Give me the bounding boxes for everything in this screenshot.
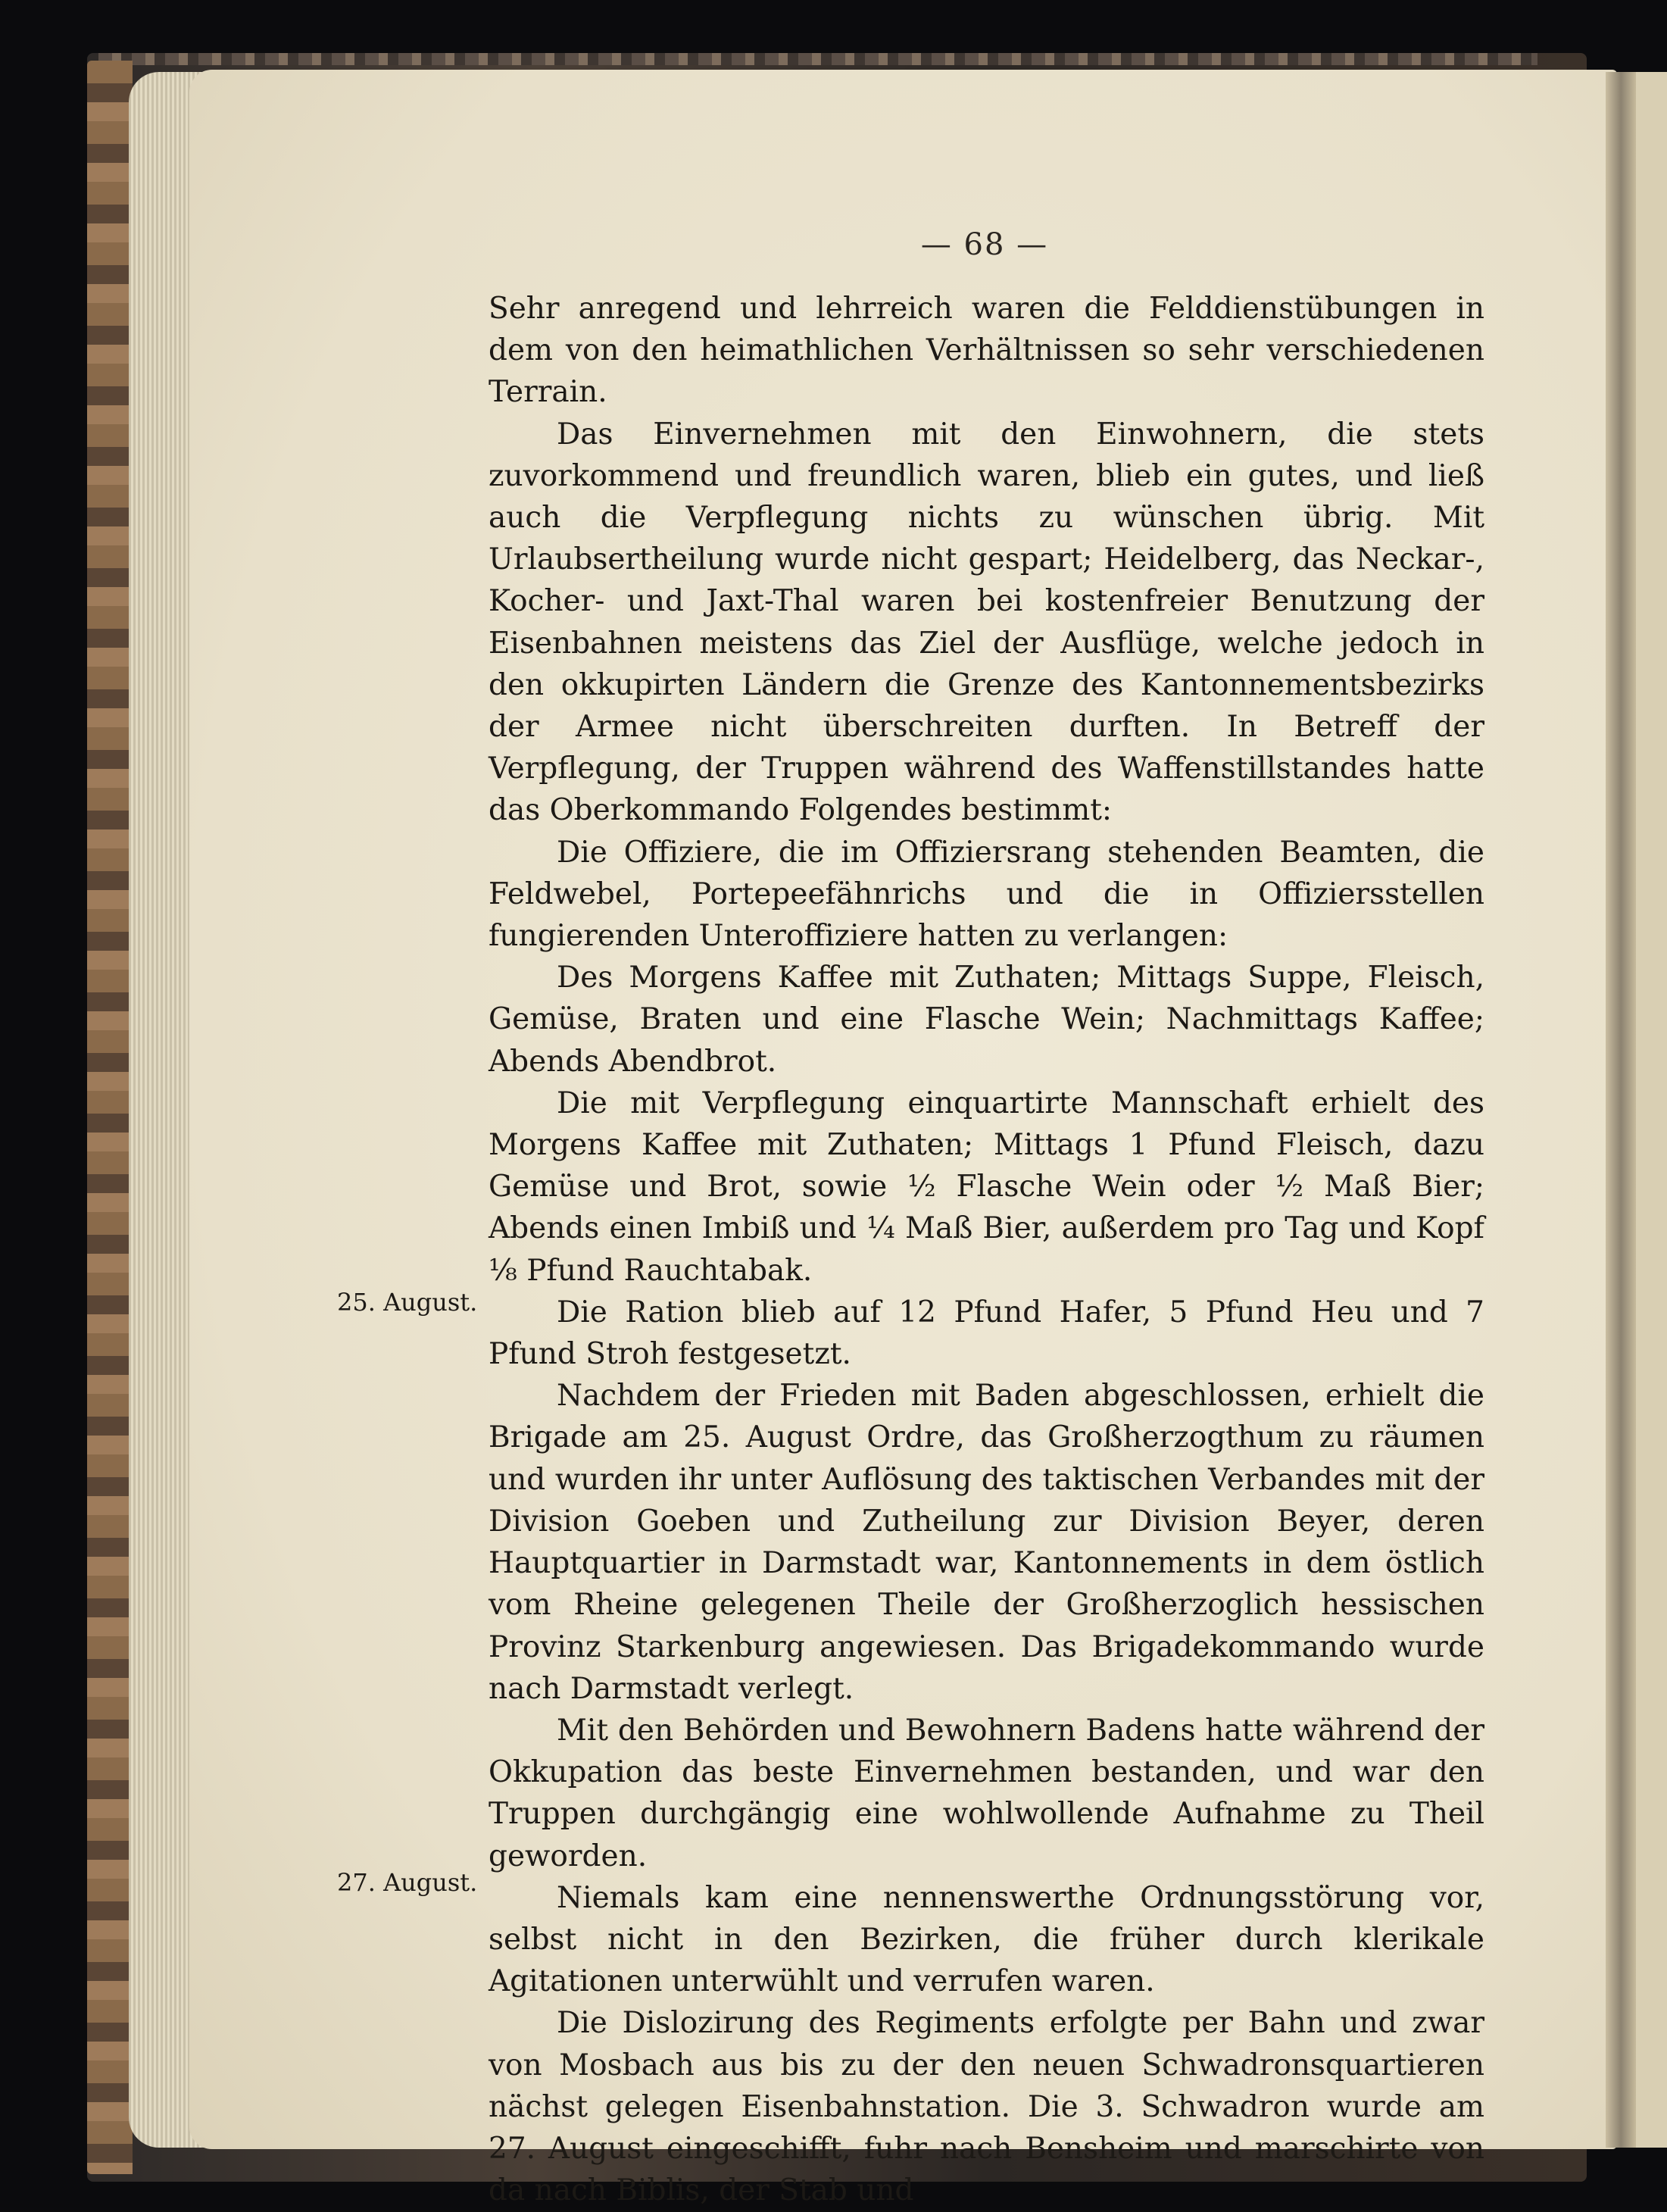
page-number: — 68 —	[920, 227, 1049, 262]
margin-note-date: 25. August.	[337, 1288, 478, 1317]
paragraph: Das Einvernehmen mit den Einwohnern, die stets zuvorkommend und freundlich waren, blieb ein gutes, und ließ auch die Verpflegung nichts zu wünschen übrig. Mit Urlaubsertheilung wurde nicht gespart; Heidelberg, das Neckar-, Kocher- und Jaxt-Thal waren bei kostenfreier Benutzung der Eisenbahnen meistens das Ziel der Ausflüge, welche jedoch in den okkupirten Ländern die Grenze des Kantonnementsbezirks der Armee nicht überschreiten durften. In Betreff der Verpflegung, der Truppen während des Waffenstillstandes hatte das Oberkommando Folgendes bestimmt:	[489, 417, 1484, 828]
paragraph: Die Offiziere, die im Offiziersrang stehenden Beamten, die Feldwebel, Portepeefähnrichs und die in Offiziersstellen fungierenden Unteroffiziere hatten zu verlangen:	[489, 835, 1484, 954]
paragraph: Die Ration blieb auf 12 Pfund Hafer, 5 Pfund Heu und 7 Pfund Stroh festgesetzt.	[489, 1295, 1484, 1372]
paragraph: Nachdem der Frieden mit Baden abgeschlossen, erhielt die Brigade am 25. August Ordre, das Großherzogthum zu räumen und wurden ihr unter Auflösung des taktischen Verbandes mit der Division Goeben und Zutheilung zur Division Beyer, deren Hauptquartier in Darmstadt war, Kantonnements in dem östlich vom Rheine gelegenen Theile der Großherzoglich hessischen Provinz Starkenburg angewiesen. Das Brigadekommando wurde nach Darmstadt verlegt.	[489, 1379, 1484, 1706]
cover-spine	[87, 61, 133, 2174]
margin-note-date: 27. August.	[337, 1868, 478, 1897]
paragraph: Die mit Verpflegung einquartirte Mannschaft erhielt des Morgens Kaffee mit Zuthaten; Mittags 1 Pfund Fleisch, dazu Gemüse und Brot, sowie ½ Flasche Wein oder ½ Maß Bier; Abends einen Imbiß und ¼ Maß Bier, außerdem pro Tag und Kopf ⅛ Pfund Rauchtabak.	[489, 1086, 1484, 1288]
cover-top-edge	[98, 53, 1537, 65]
paragraph: Mit den Behörden und Bewohnern Badens hatte während der Okkupation das beste Einvernehmen bestanden, und war den Truppen durchgängig eine wohlwollende Aufnahme zu Theil geworden.	[489, 1713, 1484, 1873]
paragraph: Die Dislozirung des Regiments erfolgte per Bahn und zwar von Mosbach aus bis zu der den neuen Schwadronsquartieren nächst gelegen Eisenbahnstation. Die 3. Schwadron wurde am 27. August eingeschifft, fuhr nach Bensheim und marschirte von da nach Biblis, der Stab und	[489, 2006, 1484, 2208]
paragraph: Sehr anregend und lehrreich waren die Felddienstübungen in dem von den heimathlichen Verhältnissen so sehr verschiedenen Terrain.	[489, 292, 1484, 410]
facing-page-edge	[1636, 72, 1667, 2148]
paragraph: Des Morgens Kaffee mit Zuthaten; Mittags Suppe, Fleisch, Gemüse, Braten und eine Flasche Wein; Nachmittags Kaffee; Abends Abendbrot.	[489, 961, 1484, 1079]
book-gutter	[1606, 72, 1636, 2148]
paragraph: Niemals kam eine nennenswerthe Ordnungsstörung vor, selbst nicht in den Bezirken, die früher durch klerikale Agitationen unterwühlt und verrufen waren.	[489, 1880, 1484, 1999]
body-text	[489, 288, 1484, 2211]
